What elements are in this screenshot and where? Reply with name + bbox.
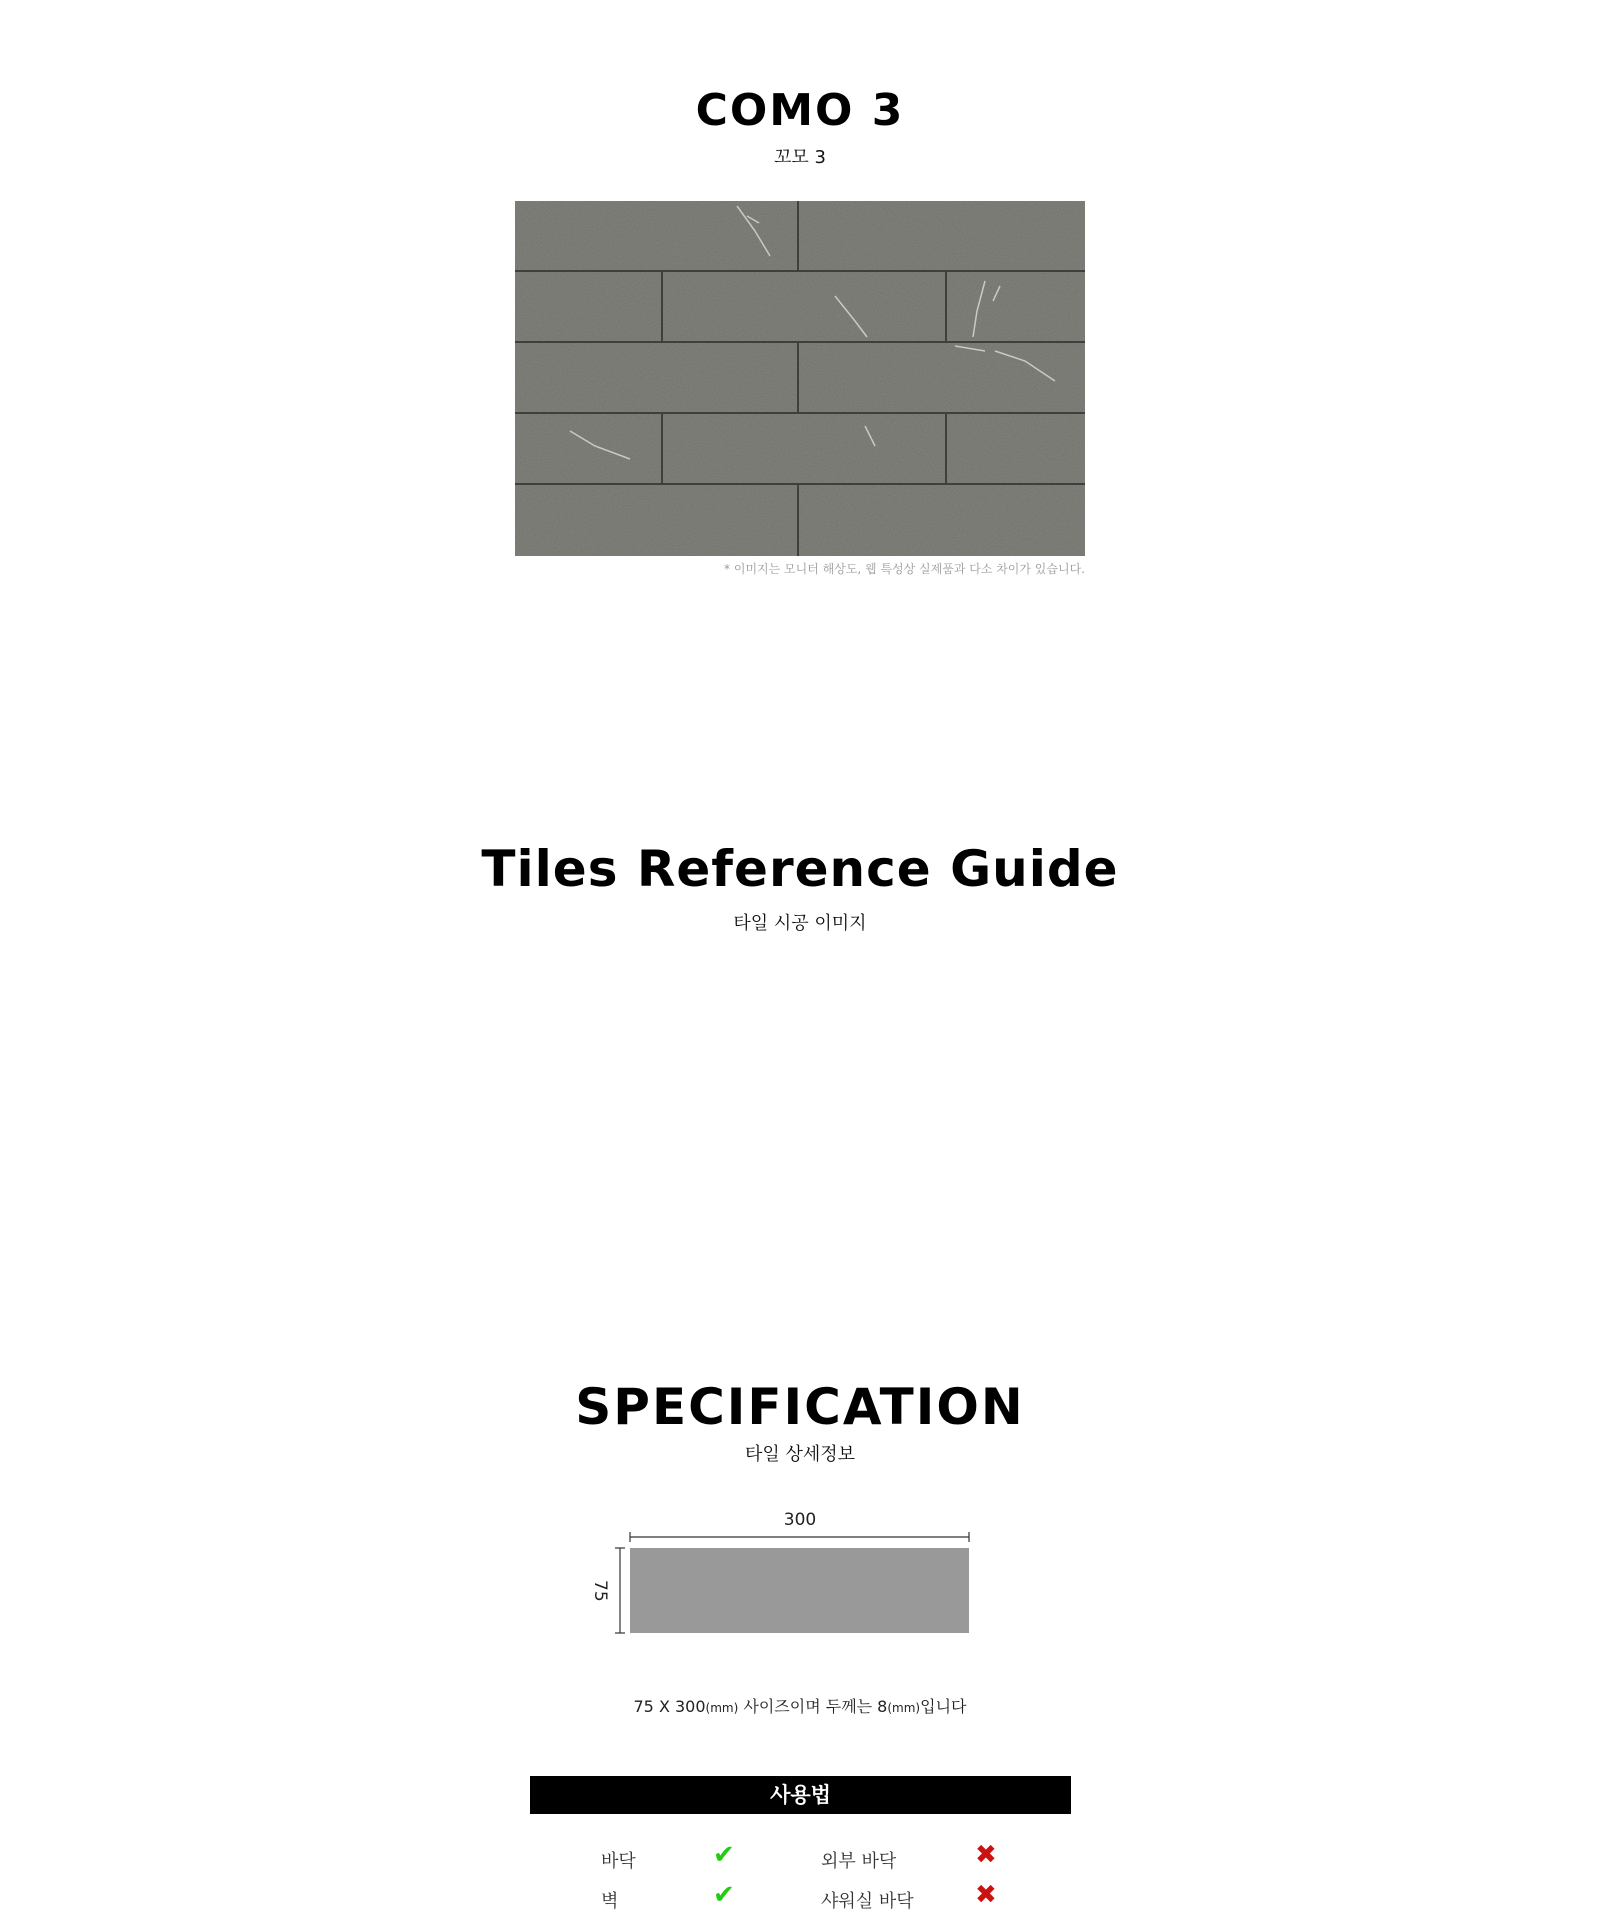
check-icon: ✔ — [713, 1840, 735, 1870]
usage-label-wall: 벽 — [601, 1891, 619, 1912]
size-description — [0, 1694, 1600, 1717]
size-middle-text: 사이즈이며 두께는 8 — [738, 1697, 888, 1716]
tile-dimension-diagram — [600, 1530, 1000, 1640]
tile-product-image — [515, 201, 1085, 556]
cross-icon: ✖ — [975, 1880, 997, 1910]
reference-title: Tiles Reference Guide — [481, 840, 1119, 898]
image-disclaimer: * 이미지는 모니터 해상도, 웹 특성상 실제품과 다소 차이가 있습니다. — [724, 562, 1085, 576]
specification-title: SPECIFICATION — [575, 1378, 1025, 1436]
usage-header: 사용법 — [530, 1776, 1071, 1814]
size-value: 75 X 300 — [633, 1697, 706, 1716]
product-title: COMO 3 — [695, 85, 905, 136]
tile-shape — [630, 1548, 969, 1633]
thickness-unit: (mm) — [887, 1701, 921, 1715]
usage-label-outdoor-floor: 외부 바닥 — [821, 1851, 897, 1872]
product-subtitle: 꼬모 3 — [774, 147, 826, 168]
size-unit: (mm) — [705, 1701, 739, 1715]
specification-subtitle: 타일 상세정보 — [744, 1444, 856, 1465]
size-end-text: 입니다 — [920, 1697, 967, 1716]
width-dimension-label: 300 — [783, 1510, 817, 1530]
check-icon: ✔ — [713, 1880, 735, 1910]
height-dimension-label: 75 — [590, 1580, 610, 1602]
usage-label-shower-floor: 샤워실 바닥 — [821, 1891, 914, 1912]
reference-subtitle: 타일 시공 이미지 — [733, 913, 867, 934]
cross-icon: ✖ — [975, 1840, 997, 1870]
usage-label-floor: 바닥 — [601, 1851, 636, 1872]
